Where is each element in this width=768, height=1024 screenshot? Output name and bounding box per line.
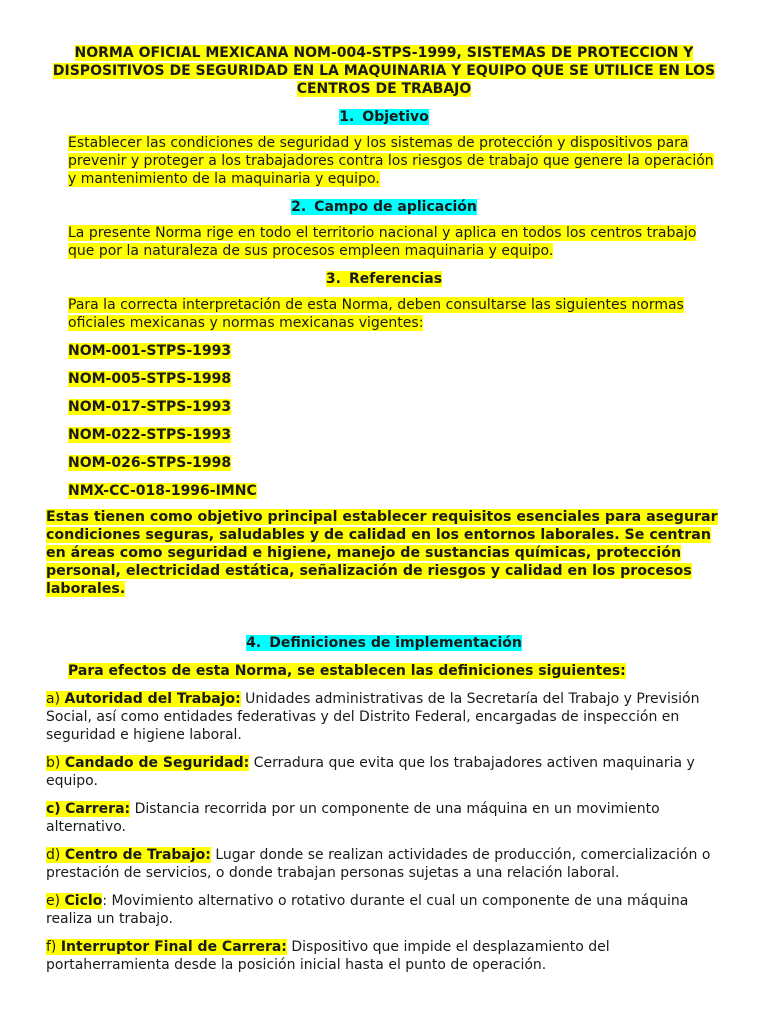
definition-item: c) Carrera: Distancia recorrida por un componente de una máquina en un movimiento alternativo.: [46, 801, 660, 835]
section-heading-definiciones: 4. Definiciones de implementación: [246, 635, 522, 651]
norm-reference: NOM-005-STPS-1998: [68, 371, 232, 387]
definition-item: a) Autoridad del Trabajo: Unidades administrativas de la Secretaría del Trabajo y Previsión Social, así como entidades federativas y del Distrito Federal, encargadas de inspección en seguridad e higiene laboral.: [46, 691, 700, 743]
definition-item: f) Interruptor Final de Carrera: Dispositivo que impide el desplazamiento del portaherramienta desde la posición inicial hasta el punto de operación.: [46, 939, 610, 973]
definitions-list: [46, 690, 722, 974]
objetivo-paragraph: Establecer las condiciones de seguridad y los sistemas de protección y dispositivos para prevenir y proteger a los trabajadores contra los riesgos de trabajo que genere la operación y mantenimiento de la maquinaria y equipo.: [68, 135, 714, 187]
referencias-paragraph: Para la correcta interpretación de esta Norma, deben consultarse las siguientes normas oficiales mexicanas y normas mexicanas vigentes:: [68, 297, 684, 331]
document-title: NORMA OFICIAL MEXICANA NOM-004-STPS-1999, SISTEMAS DE PROTECCION Y DISPOSITIVOS DE SEGURIDAD EN LA MAQUINARIA Y EQUIPO QUE SE UTILICE EN LOS CENTROS DE TRABAJO: [52, 45, 716, 97]
definition-item: b) Candado de Seguridad: Cerradura que evita que los trabajadores activen maquinaria y equipo.: [46, 755, 695, 789]
norm-reference: NOM-026-STPS-1998: [68, 455, 232, 471]
norm-reference: NOM-001-STPS-1993: [68, 343, 232, 359]
campo-paragraph: La presente Norma rige en todo el territorio nacional y aplica en todos los centros trabajo que por la naturaleza de sus procesos empleen maquinaria y equipo.: [68, 225, 697, 259]
referencias-summary: Estas tienen como objetivo principal establecer requisitos esenciales para asegurar condiciones seguras, saludables y de calidad en los entornos laborales. Se centran en áreas como seguridad e higiene, manejo de sustancias químicas, protección personal, electricidad estática, señalización de riesgos y calidad en los procesos laborales.: [46, 509, 718, 597]
norm-reference: NMX-CC-018-1996-IMNC: [68, 483, 257, 499]
section-heading-campo: 2. Campo de aplicación: [291, 199, 477, 215]
norm-reference: NOM-017-STPS-1993: [68, 399, 232, 415]
section-heading-objetivo: 1. Objetivo: [339, 109, 429, 125]
definiciones-intro: Para efectos de esta Norma, se establecen las definiciones siguientes:: [68, 663, 626, 679]
definition-item: d) Centro de Trabajo: Lugar donde se realizan actividades de producción, comercialización o prestación de servicios, o donde trabajan personas sujetas a una relación laboral.: [46, 847, 711, 881]
norm-reference: NOM-022-STPS-1993: [68, 427, 232, 443]
definition-item: e) Ciclo: Movimiento alternativo o rotativo durante el cual un componente de una máquina realiza un trabajo.: [46, 893, 689, 927]
section-heading-referencias: 3. Referencias: [325, 271, 443, 287]
